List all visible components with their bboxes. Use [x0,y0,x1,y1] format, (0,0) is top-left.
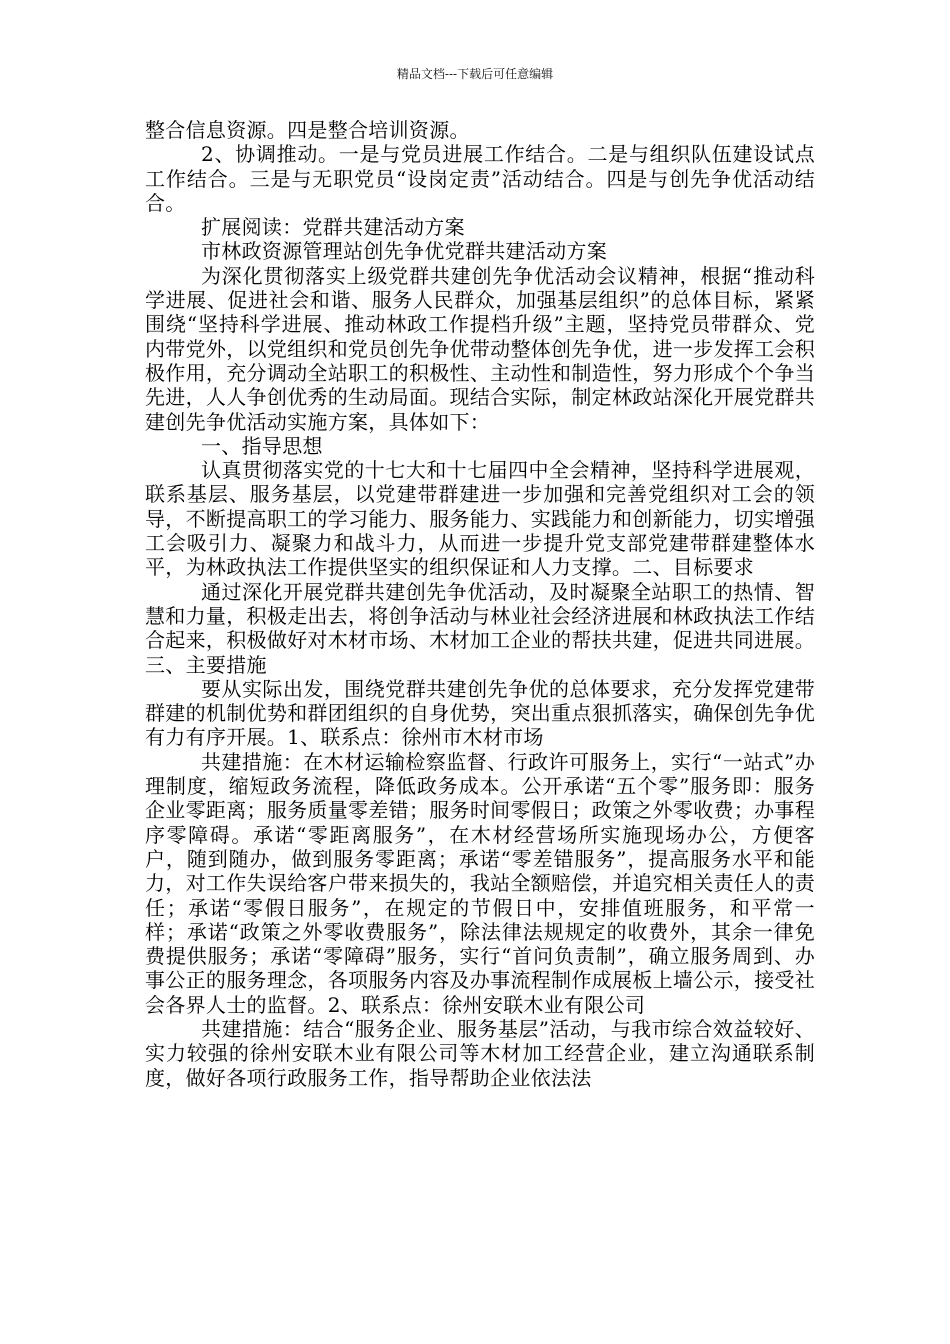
paragraph-8: 通过深化开展党群共建创先争优活动，及时凝聚全站职工的热情、智慧和力量，积极走出去，将创争活动与林业社会经济进展和林政执法工作结合起来，积极做好对木材市场、木材加工企业的帮扶共建，促进共同进展。三、主要措施 [145,579,815,677]
paragraph-9: 要从实际出发，围绕党群共建创先争优的总体要求，充分发挥党建带群建的机制优势和群团组织的自身优势，突出重点狠抓落实，确保创先争优有力有序开展。1、联系点：徐州市木材市场 [145,676,815,750]
paragraph-6: 一、指导思想 [201,433,323,458]
paragraph-7: 认真贯彻落实党的十七大和十七届四中全会精神，坚持科学进展观，联系基层、服务基层，以党建带群建进一步加强和完善党组织对工会的领导，不断提高职工的学习能力、服务能力、实践能力和创新能力，切实增强工会吸引力、凝聚力和战斗力，从而进一步提升党支部党建带群建整体水平，为林政执法工作提供坚实的组织保证和人力支撑。二、目标要求 [145,458,815,580]
paragraph-11: 共建措施：结合“服务企业、服务基层”活动，与我市综合效益较好、实力较强的徐州安联木业有限公司等木材加工经营企业，建立沟通联系制度，做好各项行政服务工作，指导帮助企业依法法 [145,1016,815,1090]
page-header: 精品文档---下载后可任意编辑 [396,67,554,81]
paragraph-4: 市林政资源管理站创先争优党群共建活动方案 [201,239,607,264]
paragraph-1: 整合信息资源。四是整合培训资源。 [145,118,470,142]
paragraph-3: 扩展阅读：党群共建活动方案 [201,215,465,240]
paragraph-5: 为深化贯彻落实上级党群共建创先争优活动会议精神，根据“推动科学进展、促进社会和谐、服务人民群众，加强基层组织”的总体目标，紧紧围绕“坚持科学进展、推动林政工作提档升级”主题，坚持党员带群众、党内带党外，以党组织和党员创先争优带动整体创先争优，进一步发挥工会积极作用，充分调动全站职工的积极性、主动性和制造性，努力形成个个争当先进，人人争创优秀的生动局面。现结合实际，制定林政站深化开展党群共建创先争优活动实施方案，具体如下： [145,263,815,434]
paragraph-2: 2、协调推动。一是与党员进展工作结合。二是与组织队伍建设试点工作结合。三是与无职党员“设岗定责”活动结合。四是与创先争优活动结合。 [145,142,815,215]
document-body [145,118,815,1090]
paragraph-10: 共建措施：在木材运输检察监督、行政许可服务上，实行“一站式”办理制度，缩短政务流程，降低政务成本。公开承诺“五个零”服务即：服务企业零距离；服务质量零差错；服务时间零假日；政策之外零收费；办事程序零障碍。承诺“零距离服务”，在木材经营场所实施现场办公，方便客户，随到随办，做到服务零距离；承诺“零差错服务”，提高服务水平和能力，对工作失误给客户带来损失的，我站全额赔偿，并追究相关责任人的责任；承诺“零假日服务”，在规定的节假日中，安排值班服务，和平常一样；承诺“政策之外零收费服务”，除法律法规规定的收费外，其余一律免费提供服务；承诺“零障碍”服务，实行“首问负责制”，确立服务周到、办事公正的服务理念，各项服务内容及办事流程制作成展板上墙公示，接受社会各界人士的监督。2、联系点：徐州安联木业有限公司 [145,749,815,1017]
